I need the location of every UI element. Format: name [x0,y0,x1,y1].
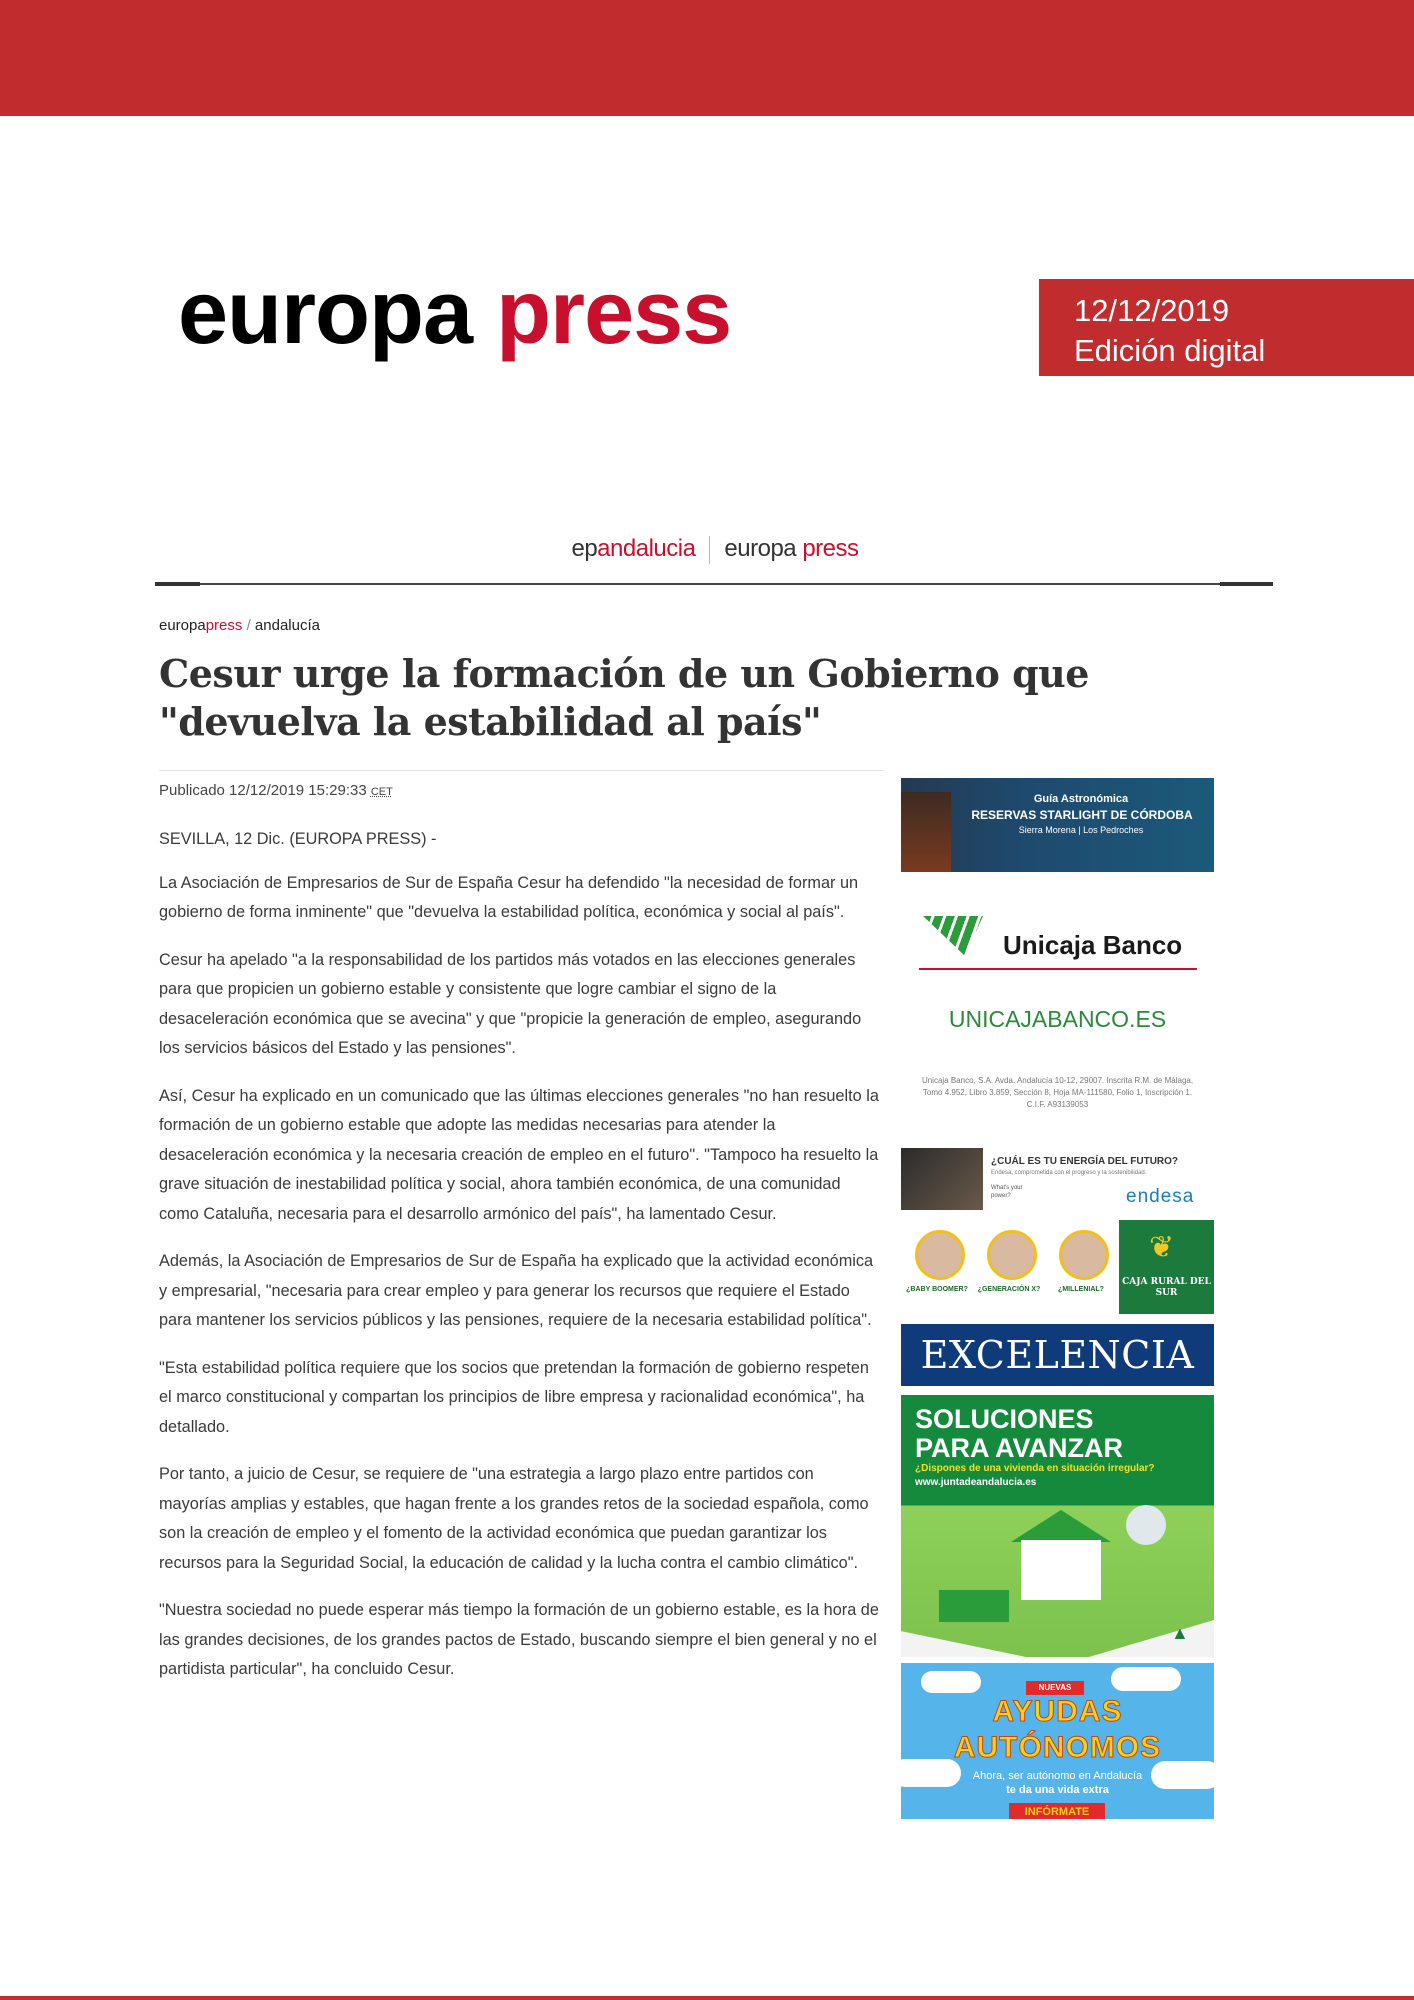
house-illustration [1021,1540,1101,1600]
article-paragraph: "Nuestra sociedad no puede esperar más tiempo la formación de un gobierno estable, es la hora de las grandes decisiones, de los grandes pactos de Estado, buscando siempre el bien general y no el partidista particular", ha concluido Cesur. [159,1601,879,1678]
caja-rural-logo-panel [1119,1220,1214,1314]
ad-starlight-cordoba[interactable] [901,778,1214,872]
water-tower-illustration [1126,1505,1166,1545]
masthead-word-press: press [496,263,732,363]
house-roof [1011,1510,1111,1542]
epandalucia-logo[interactable] [571,535,695,562]
article-paragraph: Así, Cesur ha explicado en un comunicado que las últimas elecciones generales "no han resuelto la formación de un gobierno estable que adopte las medidas necesarias para atender la desaceleración económica y la necesaria creación de empleo en el futuro". "Tampoco ha resuelto la grave situación de inestabilidad política y social, ahora también económica, de una comunidad como Cataluña, necesaria para el desarrollo armónico del país", ha lamentado Cesur. [159,1086,879,1223]
junta-title [915,1405,1123,1463]
cloud-shape [921,1671,981,1693]
junta-logo-icon: ▲ [1171,1623,1189,1643]
article-paragraph: Cesur ha apelado "a la responsabilidad de los partidos más votados en las elecciones generales para que propicien un gobierno estable y consistente que logre cambiar el signo de la desaceleración económica que se avecina" y que "propicie la generación de empleo, asegurando los servicios básicos del Estado y las pensiones". [159,950,862,1057]
breadcrumb-brand-accent: press [205,617,243,634]
road-illustration [901,1620,1214,1657]
breadcrumb-section[interactable]: andalucía [254,617,320,634]
endesa-logo: endesa [1126,1186,1195,1207]
ad-unicaja-banco[interactable] [901,888,1214,1116]
person-avatar [915,1230,965,1280]
ayudas-button[interactable]: INFÓRMATE [1009,1803,1105,1819]
ayudas-title-line1: AYUDAS [992,1695,1123,1728]
ayudas-subtitle-line2: te da una vida extra [1006,1784,1109,1796]
article-paragraph: "Esta estabilidad política requiere que los socios que pretendan la formación de gobierno respeten el marco constitucional y compartan los principios de libre empresa y racionalidad económica", ha detallado. [159,1358,869,1436]
bottom-red-line [0,1996,1414,2000]
ad-starlight-line2: RESERVAS STARLIGHT DE CÓRDOBA [971,808,1193,822]
edition-date: 12/12/2019 [1074,293,1230,328]
logo-prefix: ep [571,535,598,562]
edition-date-box [1039,279,1414,376]
logo-andalucia: andalucia [597,535,696,562]
ad-caja-rural[interactable] [901,1220,1214,1314]
endesa-subtitle: Endesa, comprometida con el progreso y la sostenibilidad. [991,1170,1147,1176]
caja-rural-name: CAJA RURAL DEL SUR [1122,1277,1211,1298]
unicaja-legal: Unicaja Banco, S.A. Avda. Andalucía 10-12, 29007. Inscrita R.M. de Málaga, Tomo 4.952, Libro 3.859, Sección 8, Hoja MA-111580, Folio 1, Inscripción 1. C.I.F. A93139053 [921,1076,1194,1109]
endesa-slogan: What's your power? [991,1185,1023,1199]
ad-starlight-line3: Sierra Morena | Los Pedroches [1018,825,1144,835]
site-header-logos [155,535,1275,564]
cloud-shape [1111,1667,1181,1691]
article-paragraph: Además, la Asociación de Empresarios de Sur de España ha explicado que la actividad económica y empresarial, "necesaria para crear empleo y para generar los recursos que requiere el Estado para mantener los servicios públicos y las pensiones, requiere de la necesaria estabilidad política". [159,1252,874,1329]
headline-divider [159,770,884,771]
header-rule-left-accent [155,582,200,586]
cabin-photo [901,792,951,872]
publish-date: Publicado 12/12/2019 15:29:33 [159,782,367,799]
junta-question: ¿Dispones de una vivienda en situación irregular? [915,1463,1155,1474]
caja-caption: ¿GENERACIÓN X? [977,1286,1041,1293]
person-avatar [1059,1230,1109,1280]
unicaja-logo-icon [923,916,983,956]
top-red-band [0,0,1414,116]
header-rule [155,583,1273,585]
logo-press: press [802,535,859,562]
masthead-word-europa: europa [178,263,473,363]
logo-separator [709,536,710,564]
article-body [159,825,884,1703]
truck-illustration [939,1590,1009,1622]
unicaja-web: UNICAJABANCO.ES [948,1006,1167,1032]
caja-caption: ¿BABY BOOMER? [906,1286,968,1293]
unicaja-underline [919,968,1197,970]
breadcrumb-brand-main: europa [159,617,206,634]
ad-endesa[interactable] [901,1148,1214,1210]
header-rule-right-accent [1220,582,1273,586]
europa-press-masthead [178,258,731,368]
ayudas-title-line2: AUTÓNOMOS [953,1731,1162,1764]
edition-label: Edición digital [1074,333,1266,368]
ad-junta-andalucia[interactable] [901,1395,1214,1657]
junta-title-line1: SOLUCIONES [915,1404,1094,1434]
article-paragraph: Por tanto, a juicio de Cesur, se requiere de "una estrategia a largo plazo entre partidos con mayorías amplias y estables, que hagan frente a los grandes retos de la sociedad española, como son la creación de empleo y el fomento de la actividad económica que puedan garantizar los recursos para la Seguridad Social, la educación de calidad y la lucha contra el cambio climático". [159,1465,869,1572]
breadcrumb-separator: / [246,617,251,634]
caja-caption: ¿MILLENIAL? [1058,1286,1104,1293]
ad-excelencia[interactable]: EXCELENCIA [901,1324,1214,1386]
person-avatar [987,1230,1037,1280]
publish-timestamp [159,782,393,799]
ayudas-subtitle-line1: Ahora, ser autónomo en Andalucía [972,1770,1143,1782]
article-paragraph: La Asociación de Empresarios de Sur de España Cesur ha defendido "la necesidad de formar un gobierno de forma inminente" que "devuelva la estabilidad política, económica y social al país". [159,873,859,921]
press-clipping [155,525,1275,1825]
ayudas-tag: NUEVAS [1026,1681,1084,1695]
junta-web: www.juntadeandalucia.es [915,1477,1037,1488]
breadcrumb-home[interactable] [159,617,242,634]
ad-starlight-line1: Guía Astronómica [1033,793,1129,805]
endesa-photo [901,1148,983,1210]
wheat-icon: ❦ [1149,1231,1175,1264]
breadcrumb [159,617,320,634]
logo-europa: europa [724,535,797,562]
timezone-abbr: CET [370,786,393,798]
ad-ayudas-autonomos[interactable] [901,1663,1214,1819]
junta-title-line2: PARA AVANZAR [915,1433,1123,1463]
article-dateline: SEVILLA, 12 Dic. (EUROPA PRESS) - [159,830,437,848]
unicaja-name: Unicaja Banco [1003,930,1183,960]
article-headline: Cesur urge la formación de un Gobierno que "devuelva la estabilidad al país" [159,651,1089,744]
endesa-question: ¿CUÁL ES TU ENERGÍA DEL FUTURO? [991,1156,1179,1167]
europapress-logo[interactable] [724,535,858,562]
